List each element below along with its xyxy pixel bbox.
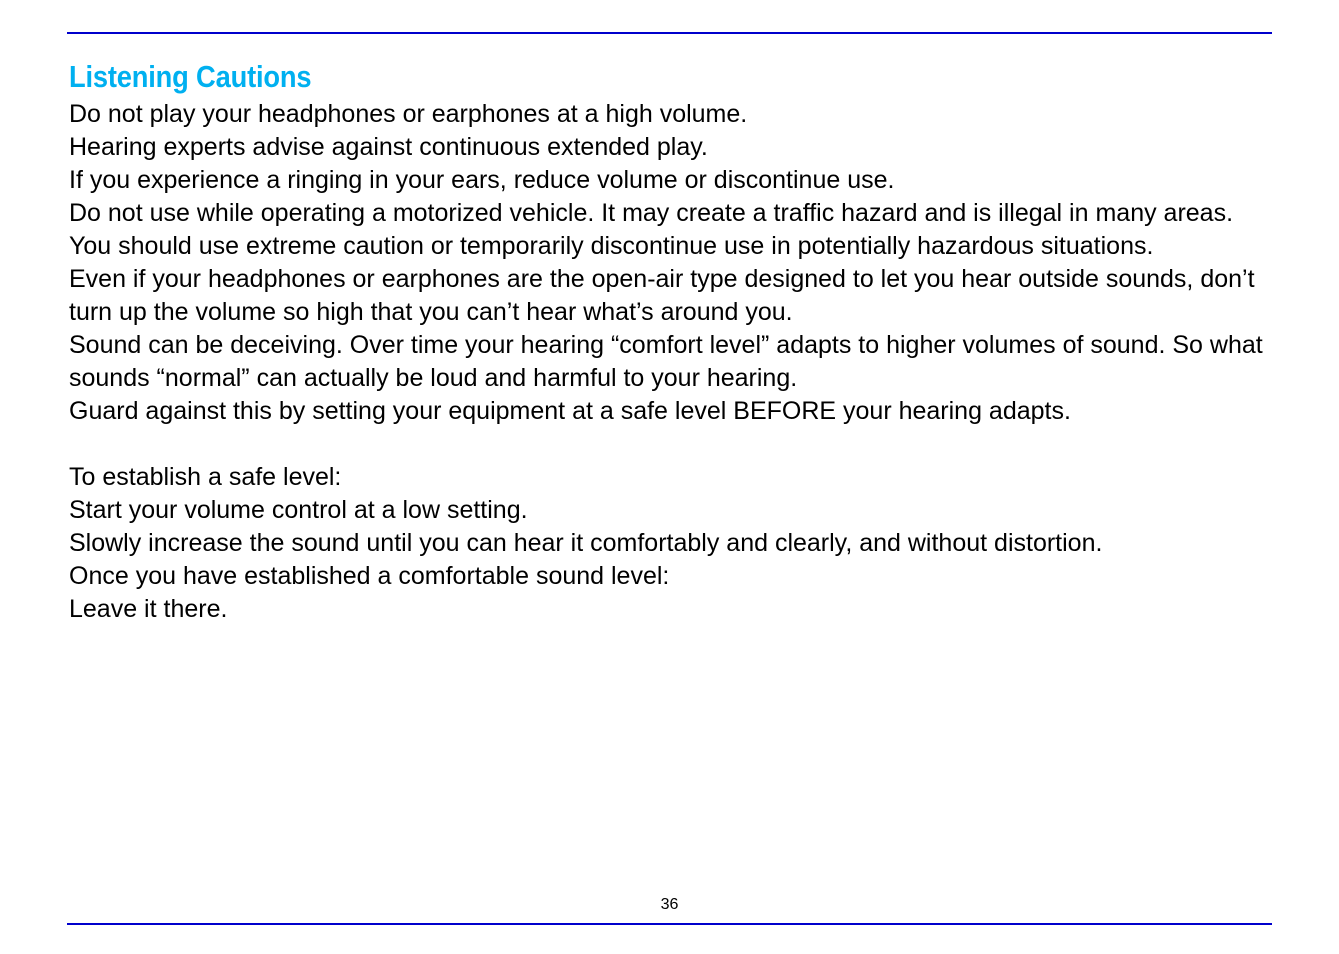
caution-paragraph: Hearing experts advise against continuous extended play. <box>69 133 708 161</box>
caution-paragraph: Do not use while operating a motorized vehicle. It may create a traffic hazard and is illegal in many areas. <box>69 199 1234 227</box>
page-number: 36 <box>660 896 679 913</box>
safe-level-heading: To establish a safe level: <box>69 463 342 491</box>
caution-paragraph: You should use extreme caution or temporarily discontinue use in potentially hazardous situations. <box>69 232 1154 260</box>
bottom-rule <box>67 923 1272 925</box>
caution-paragraph: Even if your headphones or earphones are the open-air type designed to let you hear outside sounds, don’t turn up the volume so high that you can’t hear what’s around you. <box>69 265 1255 326</box>
caution-paragraph: If you experience a ringing in your ears, reduce volume or discontinue use. <box>69 166 895 194</box>
page-title: Listening Cautions <box>69 59 312 94</box>
caution-paragraph: Do not play your headphones or earphones at a high volume. <box>69 100 748 128</box>
caution-paragraph: Guard against this by setting your equipment at a safe level BEFORE your hearing adapts. <box>69 397 1071 425</box>
safe-level-step: Once you have established a comfortable sound level: <box>69 562 670 590</box>
safe-level-step: Slowly increase the sound until you can hear it comfortably and clearly, and without distortion. <box>69 529 1103 557</box>
safe-level-step: Start your volume control at a low setting. <box>69 496 528 524</box>
safe-level-step: Leave it there. <box>69 595 228 623</box>
top-rule <box>67 32 1272 34</box>
document-body <box>69 98 1269 626</box>
caution-paragraph: Sound can be deceiving. Over time your hearing “comfort level” adapts to higher volumes of sound. So what sounds “normal” can actually be loud and harmful to your hearing. <box>69 331 1263 392</box>
paragraph-spacer <box>69 428 1269 461</box>
